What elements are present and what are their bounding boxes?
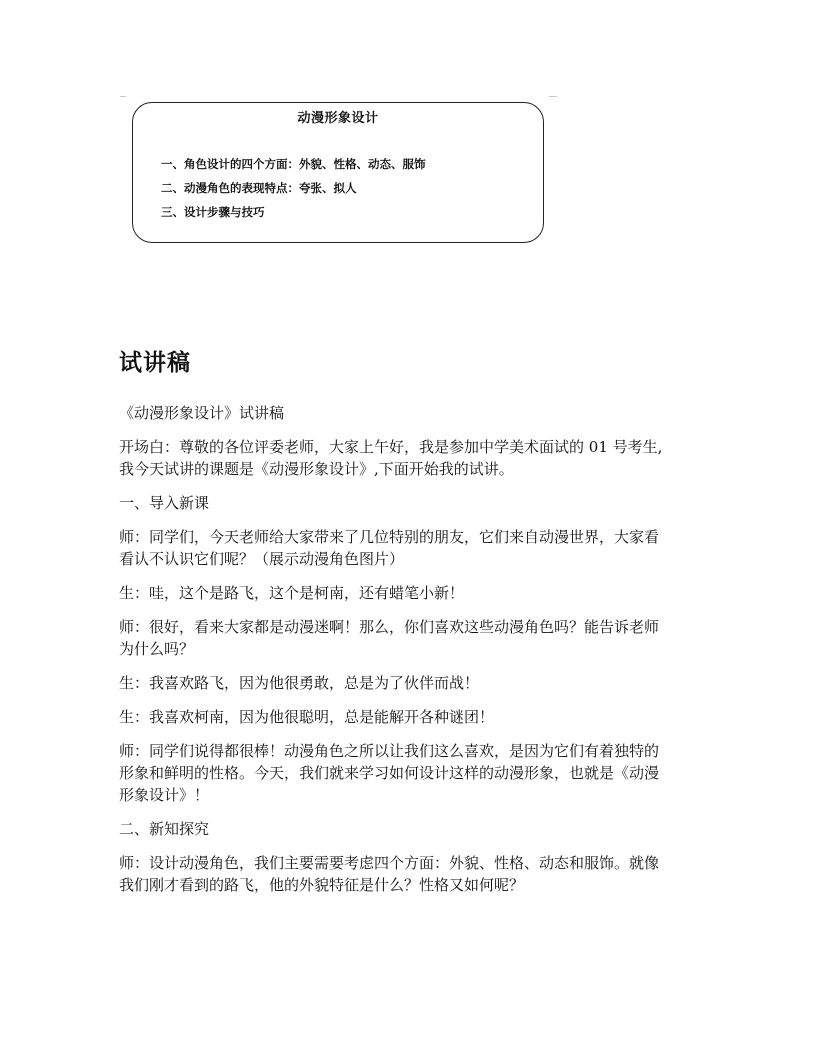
line: 我们刚才看到的路飞，他的外貌特征是什么？性格又如何呢？ [119,876,525,894]
paragraph-teacher [119,616,699,660]
board-title: 动漫形象设计 [297,111,379,126]
line: 《动漫形象设计》试讲稿 [119,404,285,422]
paragraph-section-heading-1 [119,492,699,514]
line: 开场白：尊敬的各位评委老师，大家上午好，我是参加中学美术面试的 01 号考生, [119,438,663,456]
board-outline-item-1: 一、角色设计的四个方面：外貌、性格、动态、服饰 [161,157,426,171]
line: 一、导入新课 [119,494,210,512]
line: 师：同学们说得都很棒！动漫角色之所以让我们这么喜欢，是因为它们有着独特的 [119,742,660,760]
paragraph-doc-title [119,402,699,424]
line: 师：很好，看来大家都是动漫迷啊！那么，你们喜欢这些动漫角色吗？能告诉老师 [119,618,660,636]
board-outline-item-2: 二、动漫角色的表现特点：夸张、拟人 [161,181,357,195]
board-outline-item-3: 三、设计步骤与技巧 [161,205,265,219]
line: 生：我喜欢路飞，因为他很勇敢，总是为了伙伴而战！ [119,674,480,692]
corner-mark-right [549,96,557,97]
paragraph-student [119,672,699,694]
line: 二、新知探究 [119,820,210,838]
line: 看认不认识它们呢？（展示动漫角色图片） [119,550,405,568]
line: 师：同学们，今天老师给大家带来了几位特别的朋友，它们来自动漫世界，大家看 [119,528,660,546]
corner-mark-left [120,96,126,97]
blackboard-design-box [132,102,544,243]
board-outline-list [161,156,426,228]
lecture-script-body [119,402,699,908]
paragraph-student [119,582,699,604]
paragraph-teacher [119,526,699,570]
line: 为什么吗？ [119,640,195,658]
line: 我今天试讲的课题是《动漫形象设计》,下面开始我的试讲。 [119,460,514,478]
page-heading: 试讲稿 [119,349,191,376]
line: 生：我喜欢柯南，因为他很聪明，总是能解开各种谜团！ [119,708,495,726]
line: 形象设计》！ [119,786,210,804]
paragraph-section-heading-2 [119,818,699,840]
line: 形象和鲜明的性格。今天，我们就来学习如何设计这样的动漫形象，也就是《动漫 [119,764,660,782]
line: 师：设计动漫角色，我们主要需要考虑四个方面：外貌、性格、动态和服饰。就像 [119,854,660,872]
paragraph-teacher [119,740,699,806]
paragraph-student [119,706,699,728]
line: 生：哇，这个是路飞，这个是柯南，还有蜡笔小新！ [119,584,465,602]
paragraph-opening [119,436,699,480]
paragraph-teacher [119,852,699,896]
